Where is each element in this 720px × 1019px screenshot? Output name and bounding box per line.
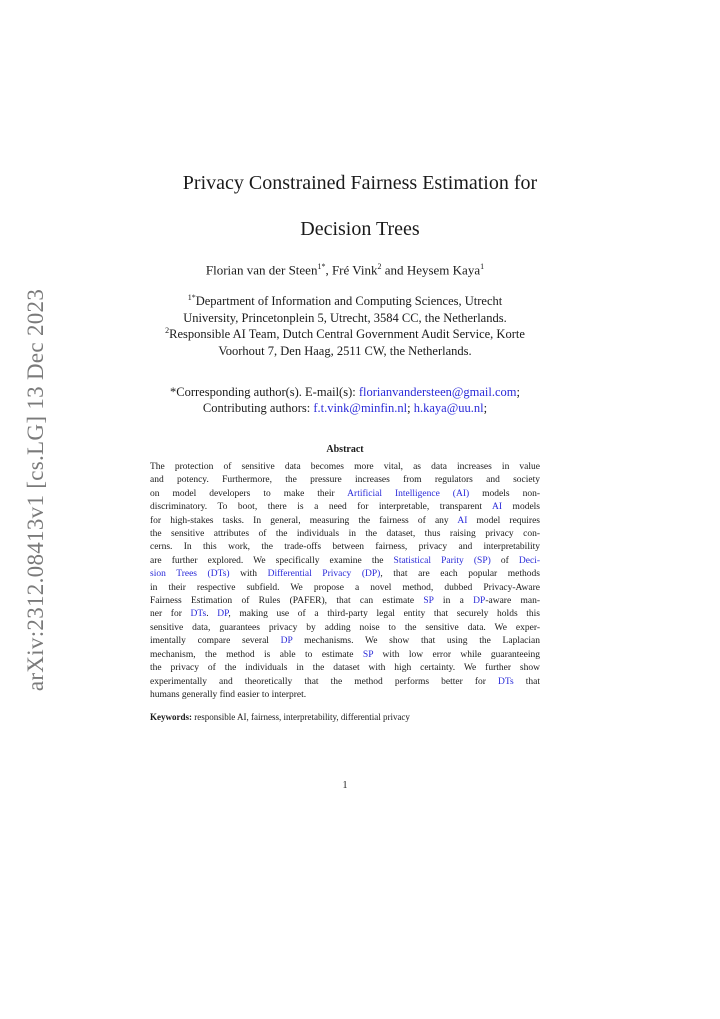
abstract-text: mechanisms. We show that using the Laplacian [292,636,540,647]
punctuation: ; [407,401,414,415]
acronym-link[interactable]: AI [457,515,468,526]
acronym-link[interactable]: Deci- [518,555,540,566]
correspondence-label: *Corresponding author(s). E-mail(s): [170,385,359,399]
abstract-text: discriminatory. To boot, there is a need for interpretable, transparent [150,502,492,513]
acronym-link[interactable]: DTs [190,609,207,620]
abstract-text: are further explored. We specifically examine the [150,555,394,566]
abstract-line [150,488,540,501]
acronym-link[interactable]: AI [492,502,503,513]
acronym-link[interactable]: DP [280,636,293,647]
contributing-email-link[interactable]: h.kaya@uu.nl [413,401,484,415]
abstract-text: imentally compare several [150,636,281,647]
acronym-link[interactable]: sion Trees (DTs) [150,569,230,580]
paper-title-line-2: Decision Trees [300,218,420,240]
abstract-text: of [490,555,519,566]
acronym-link[interactable]: Statistical Parity (SP) [393,555,491,566]
author-name: Heysem Kaya [406,262,481,278]
abstract-text: in a [433,596,474,607]
abstract-line [150,528,540,541]
acronym-link[interactable]: SP [423,596,434,607]
punctuation: ; [516,385,520,399]
abstract-text: mechanism, the method is able to estimate [150,649,363,660]
affiliation-text: Department of Information and Computing Sciences, Utrecht [195,294,503,309]
abstract-text: with low error while guaranteeing [373,649,540,660]
abstract-text: . [206,609,218,620]
affiliation-text: University, Princetonplein 5, Utrecht, 3584 CC, the Netherlands. [183,311,507,326]
abstract-line [150,676,540,689]
keywords-text: responsible AI, fairness, interpretability, differential privacy [192,712,410,722]
abstract-line [150,568,540,581]
abstract-heading: Abstract [326,444,364,455]
paper-title-line-1: Privacy Constrained Fairness Estimation for [182,172,538,194]
abstract-text: for high-stakes tasks. In general, measuring the fairness of any [150,515,458,526]
arxiv-stamp-text: arXiv:2312.08413v1 [cs.LG] 13 Dec 2023 [23,288,48,692]
abstract-line [150,622,540,635]
abstract-line [150,474,540,487]
abstract-text: on model developers to make their [150,488,348,499]
contributing-email-link[interactable]: f.t.vink@minfin.nl [313,401,408,415]
abstract-line [150,608,540,621]
abstract-text: that [513,676,541,687]
abstract-text: ner for [150,609,191,620]
correspondence-block [0,384,690,416]
abstract-text: sensitive data, guarantees privacy by adding noise to the sensitive data. We exper- [150,622,540,633]
author-name: Fré Vink [331,262,378,278]
abstract-line [150,662,540,675]
contributing-label: Contributing authors: [202,401,314,415]
affiliation-text: Responsible AI Team, Dutch Central Government Audit Service, Korte [169,327,525,342]
abstract-line [150,501,540,514]
abstract-text: , that are each popular methods [380,569,540,580]
abstract-text: and potency. Furthermore, the pressure increases from regulators and society [150,475,540,486]
abstract-text: with [229,569,268,580]
abstract-text: The protection of sensitive data becomes more vital, as data increases in value [150,462,540,472]
abstract-line [150,515,540,528]
abstract-line [150,635,540,648]
keywords-label: Keywords: [150,712,192,722]
abstract-line [150,649,540,662]
author-affiliation-mark: 1* [317,262,326,271]
abstract-text: model requires [467,515,541,526]
abstract-line [150,595,540,608]
abstract-text: humans generally find easier to interpret. [150,689,307,700]
abstract-line [150,582,540,595]
abstract-line [150,555,540,568]
acronym-link[interactable]: DP [473,596,486,607]
abstract-text: , making use of a third-party legal entity that securely holds this [228,609,541,620]
punctuation: ; [483,401,488,415]
author-separator: and [381,262,407,278]
page-number: 1 [342,780,348,791]
affiliation-2 [0,322,690,360]
abstract-text: -aware man- [485,596,541,607]
abstract-line [150,541,540,554]
keywords-line [150,712,540,722]
abstract-text: in their respective subfield. We propose a novel method, dubbed Privacy-Aware [150,582,540,593]
abstract-text: cerns. In this work, the trade-offs between fairness, privacy and interpretability [150,542,540,553]
author-separator: , [325,262,332,278]
abstract-text: the sensitive attributes of the individuals in the dataset, thus raising privacy con- [150,529,540,540]
abstract-text: models non- [469,488,540,499]
acronym-link[interactable]: Artificial Intelligence (AI) [347,488,470,499]
affiliation-text: Voorhout 7, Den Haag, 2511 CW, the Netherlands. [218,344,472,359]
abstract-body [150,461,540,702]
affiliation-mark: 1* [187,293,196,302]
acronym-link[interactable]: SP [362,649,374,660]
abstract-text: models [502,502,540,513]
author-affiliation-mark: 1 [480,262,485,271]
author-list [0,262,690,278]
abstract-line [150,689,540,702]
abstract-text: Fairness Estimation of Rules (PAFER), that can estimate [150,596,424,607]
author-name: Florian van der Steen [205,262,318,278]
abstract-text: the privacy of the individuals in the dataset with high certainty. We further show [150,663,540,674]
corresponding-email-link[interactable]: florianvandersteen@gmail.com [358,385,517,399]
abstract-text: experimentally and theoretically that the method performs better for [150,676,498,687]
abstract-line [150,461,540,474]
acronym-link[interactable]: Differential Privacy (DP) [267,569,381,580]
acronym-link[interactable]: DTs [498,676,514,687]
author-affiliation-mark: 2 [377,262,382,271]
acronym-link[interactable]: DP [217,609,229,620]
affiliation-mark: 2 [165,326,170,335]
